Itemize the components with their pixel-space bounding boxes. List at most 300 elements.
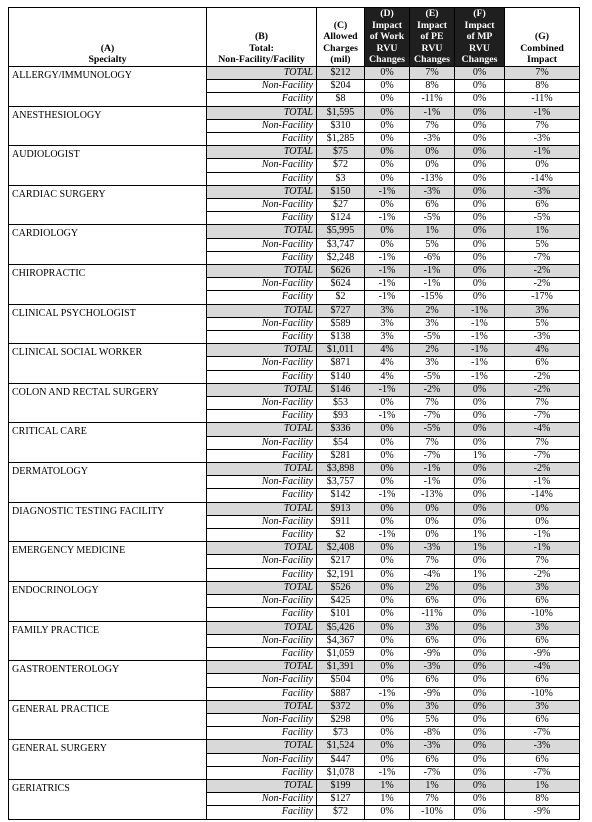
pe-rvu-cell: 2% — [410, 581, 455, 594]
combined-impact-cell: -2% — [505, 278, 580, 291]
row-type-label: Facility — [207, 370, 317, 383]
allowed-charges-cell: $3,898 — [317, 463, 365, 476]
mp-rvu-cell: 0% — [455, 634, 505, 647]
combined-impact-cell: 6% — [505, 753, 580, 766]
row-type-label: Non-Facility — [207, 317, 317, 330]
combined-impact-cell: 7% — [505, 119, 580, 132]
combined-impact-cell: 7% — [505, 66, 580, 79]
specialty-name: COLON AND RECTAL SURGERY — [9, 383, 207, 423]
combined-impact-cell: 0% — [505, 159, 580, 172]
row-type-label: Facility — [207, 766, 317, 779]
work-rvu-cell: -1% — [365, 212, 410, 225]
specialty-name: ANESTHESIOLOGY — [9, 106, 207, 146]
allowed-charges-cell: $2,248 — [317, 251, 365, 264]
allowed-charges-cell: $146 — [317, 383, 365, 396]
allowed-charges-cell: $54 — [317, 436, 365, 449]
pe-rvu-cell: 7% — [410, 436, 455, 449]
allowed-charges-cell: $75 — [317, 146, 365, 159]
combined-impact-cell: 4% — [505, 344, 580, 357]
row-type-label: TOTAL — [207, 779, 317, 792]
allowed-charges-cell: $504 — [317, 674, 365, 687]
mp-rvu-cell: -1% — [455, 344, 505, 357]
work-rvu-cell: 0% — [365, 476, 410, 489]
header-mp-rvu: (F) Impact of MP RVU Changes — [455, 8, 505, 67]
row-type-label: Facility — [207, 489, 317, 502]
mp-rvu-cell: 0% — [455, 106, 505, 119]
pe-rvu-cell: 5% — [410, 713, 455, 726]
impact-table-container — [8, 7, 580, 820]
mp-rvu-cell: 0% — [455, 212, 505, 225]
work-rvu-cell: 0% — [365, 634, 410, 647]
pe-rvu-cell: 7% — [410, 119, 455, 132]
combined-impact-cell: 3% — [505, 621, 580, 634]
mp-rvu-cell: 0% — [455, 172, 505, 185]
pe-rvu-cell: -1% — [410, 265, 455, 278]
combined-impact-cell: -3% — [505, 132, 580, 145]
row-type-label: Facility — [207, 331, 317, 344]
row-type-label: TOTAL — [207, 542, 317, 555]
work-rvu-cell: 0% — [365, 449, 410, 462]
row-type-label: TOTAL — [207, 344, 317, 357]
work-rvu-cell: 0% — [365, 159, 410, 172]
table-row-total — [9, 106, 580, 119]
mp-rvu-cell: 0% — [455, 502, 505, 515]
work-rvu-cell: 0% — [365, 700, 410, 713]
work-rvu-cell: 1% — [365, 779, 410, 792]
combined-impact-cell: 6% — [505, 357, 580, 370]
pe-rvu-cell: 0% — [410, 515, 455, 528]
table-row-total — [9, 66, 580, 79]
pe-rvu-cell: 7% — [410, 66, 455, 79]
combined-impact-cell: -11% — [505, 93, 580, 106]
pe-rvu-cell: 1% — [410, 779, 455, 792]
pe-rvu-cell: 3% — [410, 700, 455, 713]
pe-rvu-cell: -5% — [410, 212, 455, 225]
work-rvu-cell: 0% — [365, 238, 410, 251]
allowed-charges-cell: $5,995 — [317, 225, 365, 238]
combined-impact-cell: 3% — [505, 581, 580, 594]
combined-impact-cell: 0% — [505, 515, 580, 528]
allowed-charges-cell: $140 — [317, 370, 365, 383]
work-rvu-cell: 0% — [365, 555, 410, 568]
allowed-charges-cell: $3 — [317, 172, 365, 185]
pe-rvu-cell: -11% — [410, 93, 455, 106]
row-type-label: TOTAL — [207, 700, 317, 713]
pe-rvu-cell: 3% — [410, 621, 455, 634]
mp-rvu-cell: -1% — [455, 317, 505, 330]
pe-rvu-cell: -5% — [410, 423, 455, 436]
table-body — [9, 66, 580, 819]
combined-impact-cell: -2% — [505, 568, 580, 581]
specialty-name: GENERAL SURGERY — [9, 740, 207, 780]
pe-rvu-cell: 6% — [410, 199, 455, 212]
combined-impact-cell: -2% — [505, 370, 580, 383]
row-type-label: TOTAL — [207, 185, 317, 198]
row-type-label: TOTAL — [207, 66, 317, 79]
pe-rvu-cell: -1% — [410, 278, 455, 291]
mp-rvu-cell: 0% — [455, 766, 505, 779]
specialty-name: DERMATOLOGY — [9, 463, 207, 503]
row-type-label: Non-Facility — [207, 436, 317, 449]
allowed-charges-cell: $73 — [317, 727, 365, 740]
combined-impact-cell: -10% — [505, 687, 580, 700]
work-rvu-cell: 0% — [365, 806, 410, 819]
allowed-charges-cell: $72 — [317, 159, 365, 172]
allowed-charges-cell: $5,426 — [317, 621, 365, 634]
work-rvu-cell: 0% — [365, 225, 410, 238]
pe-rvu-cell: 6% — [410, 595, 455, 608]
combined-impact-cell: 6% — [505, 674, 580, 687]
pe-rvu-cell: -13% — [410, 172, 455, 185]
combined-impact-cell: -10% — [505, 608, 580, 621]
work-rvu-cell: 0% — [365, 463, 410, 476]
allowed-charges-cell: $101 — [317, 608, 365, 621]
specialty-name: CLINICAL SOCIAL WORKER — [9, 344, 207, 384]
combined-impact-cell: -7% — [505, 410, 580, 423]
allowed-charges-cell: $1,524 — [317, 740, 365, 753]
allowed-charges-cell: $626 — [317, 265, 365, 278]
allowed-charges-cell: $589 — [317, 317, 365, 330]
combined-impact-cell: -4% — [505, 423, 580, 436]
mp-rvu-cell: 0% — [455, 647, 505, 660]
work-rvu-cell: -1% — [365, 489, 410, 502]
table-row-total — [9, 740, 580, 753]
mp-rvu-cell: -1% — [455, 370, 505, 383]
allowed-charges-cell: $310 — [317, 119, 365, 132]
combined-impact-cell: -7% — [505, 449, 580, 462]
pe-rvu-cell: 1% — [410, 225, 455, 238]
header-pe-rvu: (E) Impact of PE RVU Changes — [410, 8, 455, 67]
pe-rvu-cell: -9% — [410, 647, 455, 660]
row-type-label: TOTAL — [207, 621, 317, 634]
row-type-label: Non-Facility — [207, 674, 317, 687]
work-rvu-cell: 0% — [365, 80, 410, 93]
allowed-charges-cell: $3,747 — [317, 238, 365, 251]
row-type-label: Non-Facility — [207, 793, 317, 806]
table-row-total — [9, 502, 580, 515]
mp-rvu-cell: 0% — [455, 436, 505, 449]
allowed-charges-cell: $53 — [317, 397, 365, 410]
pe-rvu-cell: -15% — [410, 291, 455, 304]
allowed-charges-cell: $2 — [317, 529, 365, 542]
pe-rvu-cell: -3% — [410, 185, 455, 198]
mp-rvu-cell: -1% — [455, 304, 505, 317]
specialty-name: EMERGENCY MEDICINE — [9, 542, 207, 582]
allowed-charges-cell: $372 — [317, 700, 365, 713]
combined-impact-cell: -17% — [505, 291, 580, 304]
mp-rvu-cell: 0% — [455, 80, 505, 93]
row-type-label: TOTAL — [207, 740, 317, 753]
row-type-label: Non-Facility — [207, 199, 317, 212]
combined-impact-cell: 7% — [505, 555, 580, 568]
work-rvu-cell: 0% — [365, 502, 410, 515]
table-row-total — [9, 383, 580, 396]
combined-impact-cell: 3% — [505, 304, 580, 317]
combined-impact-cell: 8% — [505, 793, 580, 806]
row-type-label: TOTAL — [207, 304, 317, 317]
mp-rvu-cell: 0% — [455, 595, 505, 608]
allowed-charges-cell: $93 — [317, 410, 365, 423]
work-rvu-cell: 0% — [365, 397, 410, 410]
row-type-label: TOTAL — [207, 502, 317, 515]
allowed-charges-cell: $1,595 — [317, 106, 365, 119]
row-type-label: Facility — [207, 687, 317, 700]
specialty-name: CLINICAL PSYCHOLOGIST — [9, 304, 207, 344]
work-rvu-cell: 0% — [365, 106, 410, 119]
row-type-label: TOTAL — [207, 423, 317, 436]
specialty-impact-table — [8, 7, 580, 820]
work-rvu-cell: 0% — [365, 119, 410, 132]
allowed-charges-cell: $150 — [317, 185, 365, 198]
row-type-label: Facility — [207, 291, 317, 304]
combined-impact-cell: 5% — [505, 317, 580, 330]
allowed-charges-cell: $8 — [317, 93, 365, 106]
row-type-label: Facility — [207, 449, 317, 462]
mp-rvu-cell: 1% — [455, 568, 505, 581]
row-type-label: TOTAL — [207, 106, 317, 119]
row-type-label: Facility — [207, 93, 317, 106]
row-type-label: Facility — [207, 568, 317, 581]
work-rvu-cell: 0% — [365, 436, 410, 449]
combined-impact-cell: -1% — [505, 542, 580, 555]
pe-rvu-cell: 2% — [410, 344, 455, 357]
mp-rvu-cell: 0% — [455, 806, 505, 819]
specialty-name: CARDIOLOGY — [9, 225, 207, 265]
allowed-charges-cell: $911 — [317, 515, 365, 528]
table-row-total — [9, 265, 580, 278]
row-type-label: Non-Facility — [207, 476, 317, 489]
mp-rvu-cell: 0% — [455, 265, 505, 278]
allowed-charges-cell: $887 — [317, 687, 365, 700]
table-row-total — [9, 185, 580, 198]
work-rvu-cell: 0% — [365, 515, 410, 528]
pe-rvu-cell: -5% — [410, 331, 455, 344]
combined-impact-cell: -1% — [505, 529, 580, 542]
work-rvu-cell: 4% — [365, 370, 410, 383]
specialty-name: DIAGNOSTIC TESTING FACILITY — [9, 502, 207, 542]
allowed-charges-cell: $1,285 — [317, 132, 365, 145]
mp-rvu-cell: 0% — [455, 66, 505, 79]
mp-rvu-cell: 0% — [455, 225, 505, 238]
row-type-label: Non-Facility — [207, 595, 317, 608]
specialty-name: CRITICAL CARE — [9, 423, 207, 463]
allowed-charges-cell: $4,367 — [317, 634, 365, 647]
pe-rvu-cell: -7% — [410, 766, 455, 779]
allowed-charges-cell: $72 — [317, 806, 365, 819]
specialty-name: ENDOCRINOLOGY — [9, 581, 207, 621]
allowed-charges-cell: $1,011 — [317, 344, 365, 357]
combined-impact-cell: 1% — [505, 779, 580, 792]
table-row-total — [9, 621, 580, 634]
work-rvu-cell: 0% — [365, 66, 410, 79]
work-rvu-cell: 0% — [365, 753, 410, 766]
mp-rvu-cell: 0% — [455, 119, 505, 132]
work-rvu-cell: 0% — [365, 595, 410, 608]
row-type-label: Non-Facility — [207, 159, 317, 172]
specialty-name: CARDIAC SURGERY — [9, 185, 207, 225]
pe-rvu-cell: -8% — [410, 727, 455, 740]
pe-rvu-cell: 6% — [410, 634, 455, 647]
header-combined-impact: (G) Combined Impact — [505, 8, 580, 67]
allowed-charges-cell: $298 — [317, 713, 365, 726]
mp-rvu-cell: 0% — [455, 621, 505, 634]
combined-impact-cell: 8% — [505, 80, 580, 93]
row-type-label: Non-Facility — [207, 634, 317, 647]
specialty-name: FAMILY PRACTICE — [9, 621, 207, 661]
pe-rvu-cell: 7% — [410, 793, 455, 806]
work-rvu-cell: 3% — [365, 304, 410, 317]
pe-rvu-cell: -13% — [410, 489, 455, 502]
combined-impact-cell: 3% — [505, 700, 580, 713]
work-rvu-cell: -1% — [365, 383, 410, 396]
row-type-label: Facility — [207, 608, 317, 621]
combined-impact-cell: -1% — [505, 106, 580, 119]
header-work-rvu: (D) Impact of Work RVU Changes — [365, 8, 410, 67]
specialty-name: GASTROENTEROLOGY — [9, 661, 207, 701]
mp-rvu-cell: 0% — [455, 93, 505, 106]
row-type-label: Non-Facility — [207, 753, 317, 766]
mp-rvu-cell: 0% — [455, 687, 505, 700]
row-type-label: Non-Facility — [207, 80, 317, 93]
work-rvu-cell: -1% — [365, 291, 410, 304]
mp-rvu-cell: 0% — [455, 727, 505, 740]
row-type-label: TOTAL — [207, 265, 317, 278]
work-rvu-cell: -1% — [365, 265, 410, 278]
allowed-charges-cell: $913 — [317, 502, 365, 515]
mp-rvu-cell: 0% — [455, 397, 505, 410]
pe-rvu-cell: 7% — [410, 397, 455, 410]
mp-rvu-cell: 0% — [455, 291, 505, 304]
specialty-name: GERIATRICS — [9, 779, 207, 819]
pe-rvu-cell: 6% — [410, 753, 455, 766]
table-row-total — [9, 304, 580, 317]
mp-rvu-cell: 0% — [455, 463, 505, 476]
allowed-charges-cell: $2,408 — [317, 542, 365, 555]
header-allowed-charges: (C) Allowed Charges (mil) — [317, 8, 365, 67]
row-type-label: Non-Facility — [207, 278, 317, 291]
work-rvu-cell: 0% — [365, 661, 410, 674]
pe-rvu-cell: -2% — [410, 383, 455, 396]
row-type-label: Non-Facility — [207, 238, 317, 251]
mp-rvu-cell: 0% — [455, 410, 505, 423]
allowed-charges-cell: $1,078 — [317, 766, 365, 779]
row-type-label: Non-Facility — [207, 119, 317, 132]
pe-rvu-cell: -7% — [410, 410, 455, 423]
table-row-total — [9, 581, 580, 594]
allowed-charges-cell: $27 — [317, 199, 365, 212]
work-rvu-cell: -1% — [365, 410, 410, 423]
pe-rvu-cell: 3% — [410, 357, 455, 370]
mp-rvu-cell: 0% — [455, 238, 505, 251]
specialty-name: GENERAL PRACTICE — [9, 700, 207, 740]
table-row-total — [9, 423, 580, 436]
allowed-charges-cell: $127 — [317, 793, 365, 806]
pe-rvu-cell: -1% — [410, 476, 455, 489]
table-row-total — [9, 463, 580, 476]
mp-rvu-cell: 0% — [455, 700, 505, 713]
row-type-label: TOTAL — [207, 463, 317, 476]
row-type-label: TOTAL — [207, 225, 317, 238]
work-rvu-cell: 0% — [365, 132, 410, 145]
mp-rvu-cell: 0% — [455, 199, 505, 212]
pe-rvu-cell: 0% — [410, 502, 455, 515]
combined-impact-cell: -3% — [505, 185, 580, 198]
mp-rvu-cell: 1% — [455, 542, 505, 555]
pe-rvu-cell: -11% — [410, 608, 455, 621]
mp-rvu-cell: 0% — [455, 674, 505, 687]
mp-rvu-cell: 0% — [455, 146, 505, 159]
specialty-name: AUDIOLOGIST — [9, 146, 207, 186]
header-specialty: (A) Specialty — [9, 8, 207, 67]
table-row-total — [9, 344, 580, 357]
pe-rvu-cell: 0% — [410, 529, 455, 542]
combined-impact-cell: 7% — [505, 436, 580, 449]
mp-rvu-cell: 0% — [455, 159, 505, 172]
pe-rvu-cell: -3% — [410, 132, 455, 145]
pe-rvu-cell: 8% — [410, 80, 455, 93]
mp-rvu-cell: -1% — [455, 357, 505, 370]
row-type-label: Non-Facility — [207, 397, 317, 410]
work-rvu-cell: -1% — [365, 185, 410, 198]
mp-rvu-cell: 0% — [455, 278, 505, 291]
row-type-label: Facility — [207, 132, 317, 145]
mp-rvu-cell: 1% — [455, 449, 505, 462]
pe-rvu-cell: -1% — [410, 106, 455, 119]
mp-rvu-cell: 0% — [455, 740, 505, 753]
combined-impact-cell: 7% — [505, 397, 580, 410]
mp-rvu-cell: 0% — [455, 779, 505, 792]
work-rvu-cell: 0% — [365, 727, 410, 740]
work-rvu-cell: 0% — [365, 423, 410, 436]
combined-impact-cell: -9% — [505, 647, 580, 660]
allowed-charges-cell: $217 — [317, 555, 365, 568]
combined-impact-cell: -14% — [505, 172, 580, 185]
mp-rvu-cell: 0% — [455, 132, 505, 145]
table-row-total — [9, 779, 580, 792]
combined-impact-cell: -5% — [505, 212, 580, 225]
mp-rvu-cell: 1% — [455, 529, 505, 542]
pe-rvu-cell: -1% — [410, 463, 455, 476]
pe-rvu-cell: -3% — [410, 661, 455, 674]
row-type-label: Non-Facility — [207, 515, 317, 528]
mp-rvu-cell: 0% — [455, 185, 505, 198]
combined-impact-cell: 6% — [505, 713, 580, 726]
combined-impact-cell: -2% — [505, 463, 580, 476]
combined-impact-cell: 6% — [505, 199, 580, 212]
row-type-label: Facility — [207, 806, 317, 819]
allowed-charges-cell: $281 — [317, 449, 365, 462]
combined-impact-cell: -1% — [505, 476, 580, 489]
mp-rvu-cell: 0% — [455, 753, 505, 766]
work-rvu-cell: 0% — [365, 172, 410, 185]
pe-rvu-cell: 3% — [410, 317, 455, 330]
allowed-charges-cell: $1,059 — [317, 647, 365, 660]
mp-rvu-cell: 0% — [455, 251, 505, 264]
pe-rvu-cell: 7% — [410, 555, 455, 568]
work-rvu-cell: -1% — [365, 278, 410, 291]
work-rvu-cell: 0% — [365, 740, 410, 753]
mp-rvu-cell: 0% — [455, 581, 505, 594]
allowed-charges-cell: $3,757 — [317, 476, 365, 489]
work-rvu-cell: 3% — [365, 331, 410, 344]
work-rvu-cell: 0% — [365, 713, 410, 726]
allowed-charges-cell: $871 — [317, 357, 365, 370]
mp-rvu-cell: 0% — [455, 793, 505, 806]
mp-rvu-cell: -1% — [455, 331, 505, 344]
row-type-label: Non-Facility — [207, 713, 317, 726]
combined-impact-cell: 1% — [505, 225, 580, 238]
combined-impact-cell: -2% — [505, 265, 580, 278]
